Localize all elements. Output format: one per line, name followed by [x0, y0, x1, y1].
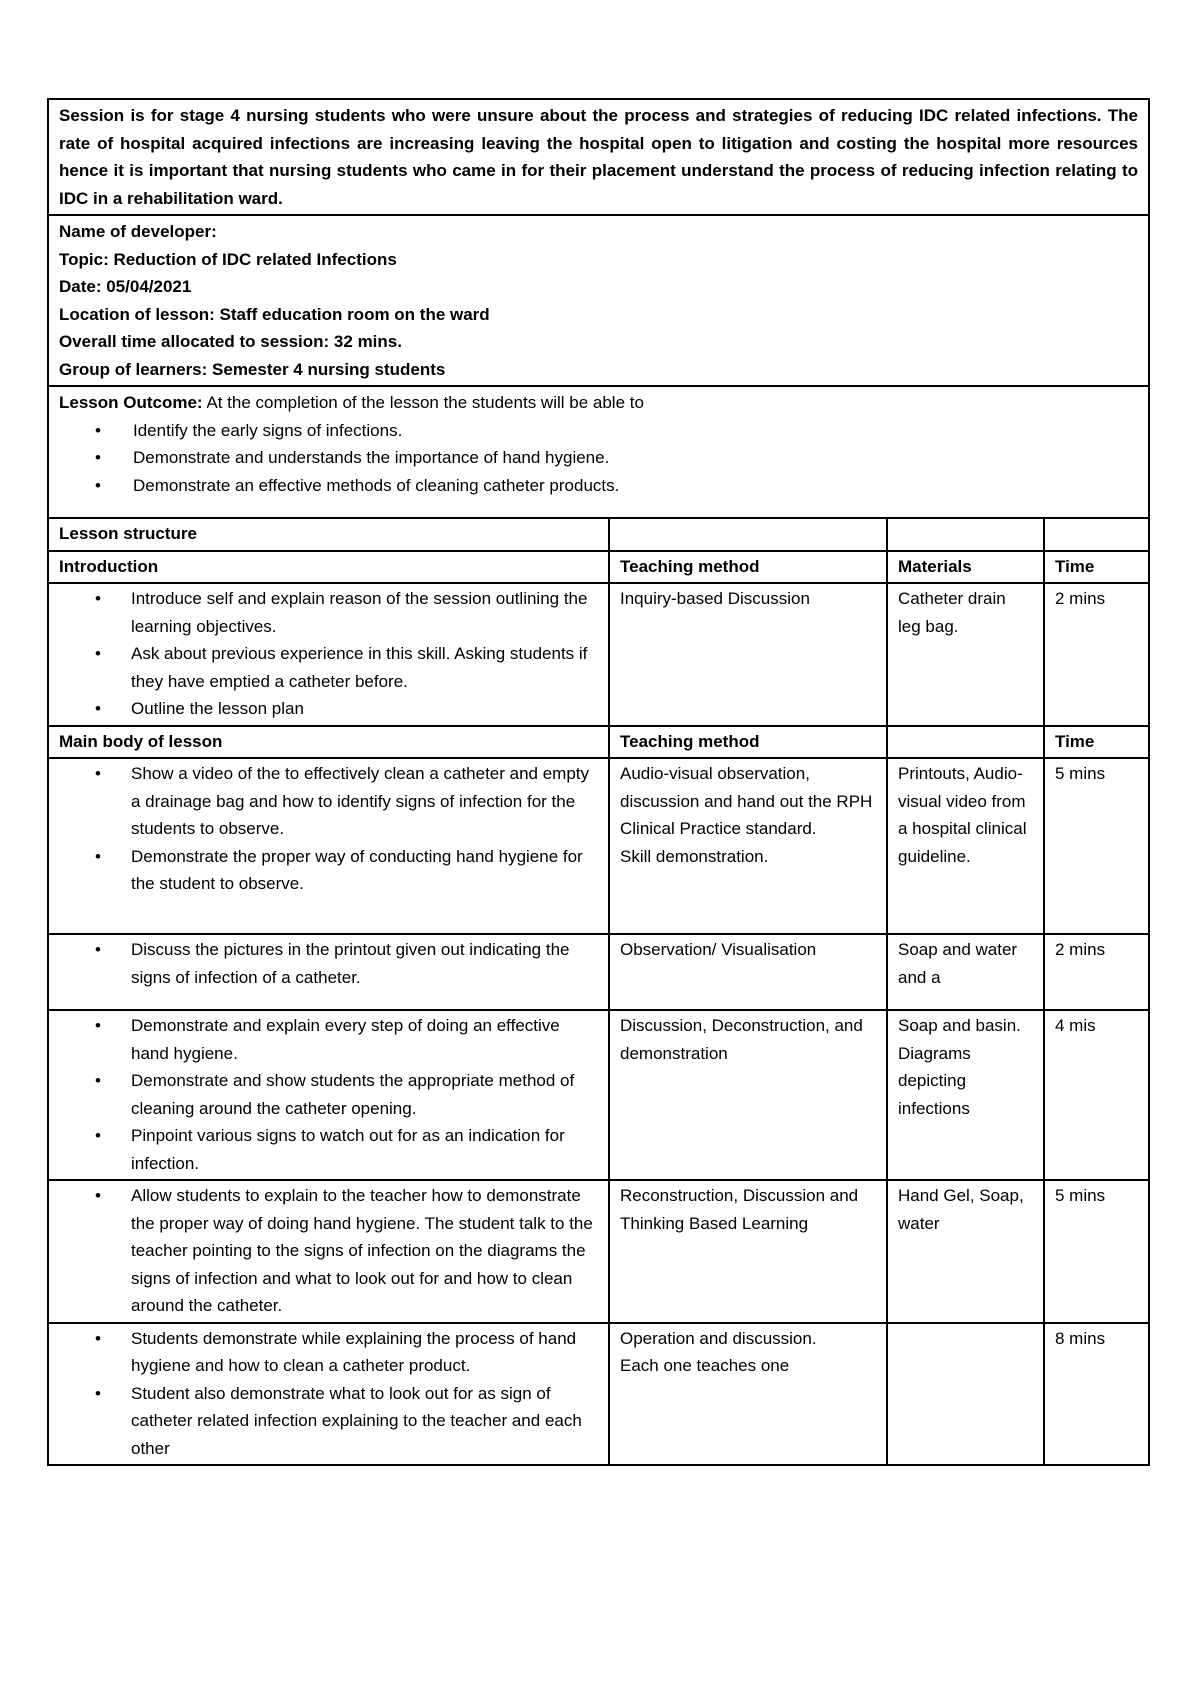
teaching-method-header: Teaching method [609, 726, 887, 759]
outcome-item: • Identify the early signs of infections. [59, 417, 1138, 445]
outcome-item: • Demonstrate an effective methods of cleaning catheter products. [59, 472, 1138, 500]
time-header: Time [1044, 726, 1148, 759]
bullet-icon: • [95, 448, 101, 467]
table-header-row [49, 551, 1148, 584]
materials-cell: Printouts, Audio-visual video from a hospital clinical guideline. [887, 758, 1044, 934]
table-row [49, 1180, 1148, 1323]
empty-cell [609, 519, 887, 551]
teaching-method-cell: Discussion, Deconstruction, and demonstration [609, 1010, 887, 1180]
materials-cell: Soap and water and a [887, 934, 1044, 1010]
activity-item: • Students demonstrate while explaining the process of hand hygiene and how to clean a catheter product. [59, 1325, 598, 1380]
activity-cell [49, 1010, 609, 1180]
main-body-header: Main body of lesson [49, 726, 609, 759]
activity-cell [49, 934, 609, 1010]
bullet-icon: • [95, 1383, 101, 1403]
bullet-icon: • [95, 1016, 101, 1035]
activity-cell [49, 583, 609, 726]
materials-cell: Hand Gel, Soap, water [887, 1180, 1044, 1323]
bullet-icon: • [95, 1071, 101, 1090]
table-row [49, 519, 1148, 551]
materials-cell: Catheter drain leg bag. [887, 583, 1044, 726]
materials-cell: Soap and basin. Diagrams depicting infections [887, 1010, 1044, 1180]
materials-header [887, 726, 1044, 759]
bullet-icon: • [95, 846, 101, 866]
activity-item: • Pinpoint various signs to watch out for as an indication for infection. [59, 1122, 598, 1177]
time-cell: 2 mins [1044, 583, 1148, 726]
session-details [49, 216, 1148, 387]
time-cell: 8 mins [1044, 1323, 1148, 1466]
topic-line: Topic: Reduction of IDC related Infections [59, 249, 397, 269]
bullet-icon: • [95, 1186, 101, 1205]
session-description: Session is for stage 4 nursing students who were unsure about the process and strategies of reducing IDC related infections. The rate of hospital acquired infections are increasing leaving the hospital open to litigation and costing the hospital more resources hence it is important that nursing students who came in for their placement understand the process of reducing infection relating to IDC in a rehabilitation ward. [49, 100, 1148, 216]
activity-item: • Demonstrate the proper way of conducting hand hygiene for the student to observe. [59, 843, 598, 898]
activity-item: • Show a video of the to effectively clean a catheter and empty a drainage bag and how to identify signs of infection for the students to observe. [59, 760, 598, 843]
bullet-icon: • [95, 699, 101, 718]
activity-item: • Discuss the pictures in the printout given out indicating the signs of infection of a catheter. [59, 936, 598, 991]
introduction-header: Introduction [49, 551, 609, 584]
table-row [49, 934, 1148, 1010]
time-cell: 5 mins [1044, 758, 1148, 934]
teaching-method-cell: Operation and discussion. Each one teaches one [609, 1323, 887, 1466]
activity-item: • Allow students to explain to the teacher how to demonstrate the proper way of doing hand hygiene. The student talk to the teacher pointing to the signs of infection on the diagrams the signs of infection and what to look out for and how to clean around the catheter. [59, 1182, 598, 1320]
lesson-outcome [49, 387, 1148, 519]
activity-item: • Demonstrate and show students the appropriate method of cleaning around the catheter opening. [59, 1067, 598, 1122]
lesson-plan-document [47, 98, 1150, 1466]
teaching-method-header: Teaching method [609, 551, 887, 584]
activity-item: • Student also demonstrate what to look out for as sign of catheter related infection explaining to the teacher and each other [59, 1380, 598, 1463]
bullet-icon: • [95, 1328, 101, 1348]
activity-item: • Outline the lesson plan [59, 695, 598, 723]
table-row [49, 758, 1148, 934]
bullet-icon: • [95, 764, 101, 783]
teaching-method-cell: Audio-visual observation, discussion and hand out the RPH Clinical Practice standard. Skill demonstration. [609, 758, 887, 934]
lesson-outcome-text: At the completion of the lesson the students will be able to [202, 393, 644, 412]
lesson-structure-table [49, 519, 1148, 1466]
teaching-method-cell: Inquiry-based Discussion [609, 583, 887, 726]
bullet-icon: • [95, 475, 101, 495]
lesson-outcome-label: Lesson Outcome: [59, 393, 203, 412]
bullet-icon: • [95, 644, 101, 663]
lesson-outcome-intro [59, 389, 1138, 417]
table-row [49, 1010, 1148, 1180]
bullet-icon: • [95, 589, 101, 608]
outcome-item: • Demonstrate and understands the importance of hand hygiene. [59, 444, 1138, 472]
lesson-structure-label: Lesson structure [49, 519, 609, 551]
teaching-method-cell: Observation/ Visualisation [609, 934, 887, 1010]
activity-cell [49, 1323, 609, 1466]
table-row [49, 1323, 1148, 1466]
materials-header: Materials [887, 551, 1044, 584]
time-header: Time [1044, 551, 1148, 584]
outcome-list [59, 417, 1138, 500]
location-line: Location of lesson: Staff education room on the ward [59, 304, 490, 324]
activity-cell [49, 758, 609, 934]
time-cell: 5 mins [1044, 1180, 1148, 1323]
table-row [49, 583, 1148, 726]
overall-time-line: Overall time allocated to session: 32 mins. [59, 332, 402, 351]
time-cell: 2 mins [1044, 934, 1148, 1010]
date-line: Date: 05/04/2021 [59, 277, 192, 296]
bullet-icon: • [95, 420, 101, 440]
activity-cell [49, 1180, 609, 1323]
table-header-row [49, 726, 1148, 759]
learner-group-line: Group of learners: Semester 4 nursing students [59, 359, 446, 379]
activity-item: • Demonstrate and explain every step of doing an effective hand hygiene. [59, 1012, 598, 1067]
teaching-method-cell: Reconstruction, Discussion and Thinking Based Learning [609, 1180, 887, 1323]
activity-item: • Ask about previous experience in this skill. Asking students if they have emptied a catheter before. [59, 640, 598, 695]
activity-item: • Introduce self and explain reason of the session outlining the learning objectives. [59, 585, 598, 640]
time-cell: 4 mis [1044, 1010, 1148, 1180]
empty-cell [887, 519, 1044, 551]
bullet-icon: • [95, 1126, 101, 1145]
empty-cell [1044, 519, 1148, 551]
developer-line: Name of developer: [59, 222, 217, 241]
bullet-icon: • [95, 940, 101, 959]
materials-cell [887, 1323, 1044, 1466]
